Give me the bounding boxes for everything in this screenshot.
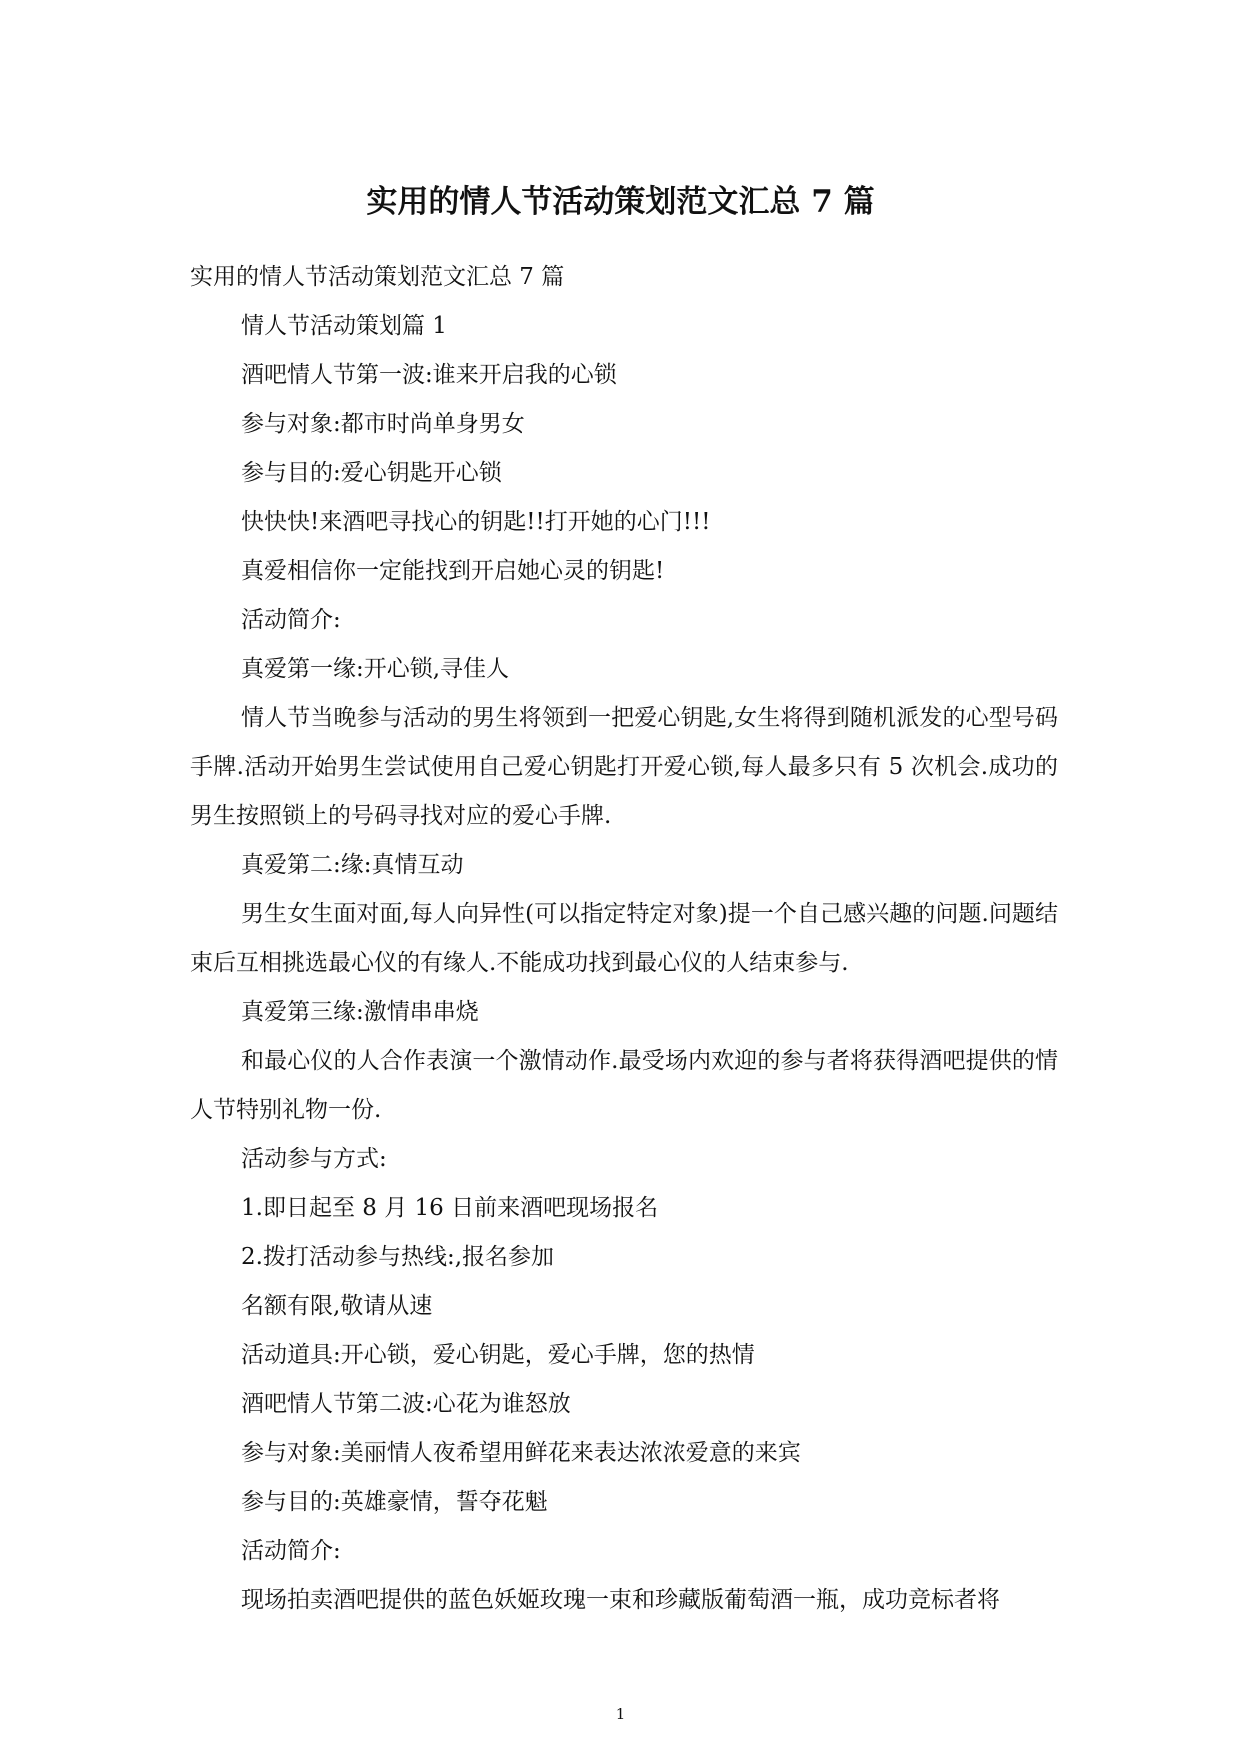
paragraph: 真爱第一缘:开心锁,寻佳人 [241,656,510,682]
paragraph: 参与对象:美丽情人夜希望用鲜花来表达浓浓爱意的来宾 [241,1440,801,1466]
paragraph: 现场拍卖酒吧提供的蓝色妖姬玫瑰一束和珍藏版葡萄酒一瓶，成功竞标者将 [241,1587,1000,1613]
paragraph: 酒吧情人节第二波:心花为谁怒放 [241,1391,571,1417]
paragraph: 活动参与方式: [241,1146,387,1172]
paragraph: 真爱第二:缘:真情互动 [241,852,464,878]
paragraph: 男生女生面对面,每人向异性(可以指定特定对象)提一个自己感兴趣的问题.问题结束后互相挑选最心仪的有缘人.不能成功找到最心仪的人结束参与. [190,901,1058,976]
paragraph: 活动道具:开心锁，爱心钥匙，爱心手牌，您的热情 [241,1342,755,1368]
paragraph: 真爱第三缘:激情串串烧 [241,999,479,1025]
paragraph: 2.拨打活动参与热线:,报名参加 [241,1244,555,1270]
paragraph: 1.即日起至 8 月 16 日前来酒吧现场报名 [241,1195,659,1221]
paragraph: 名额有限,敬请从速 [241,1293,433,1319]
document-title: 实用的情人节活动策划范文汇总 7 篇 [366,184,875,220]
paragraph: 参与目的:英雄豪情，誓夺花魁 [241,1489,548,1515]
page-number: 1 [615,1705,626,1723]
paragraph: 和最心仪的人合作表演一个激情动作.最受场内欢迎的参与者将获得酒吧提供的情人节特别礼物一份. [190,1048,1058,1123]
paragraph: 真爱相信你一定能找到开启她心灵的钥匙! [241,558,665,584]
paragraph: 情人节当晚参与活动的男生将领到一把爱心钥匙,女生将得到随机派发的心型号码手牌.活动开始男生尝试使用自己爱心钥匙打开爱心锁,每人最多只有 5 次机会.成功的男生按照锁上的号码寻找对应的爱心手牌. [190,705,1058,829]
paragraph: 快快快!来酒吧寻找心的钥匙!!打开她的心门!!! [241,509,711,535]
paragraph: 参与目的:爱心钥匙开心锁 [241,460,502,486]
paragraph: 参与对象:都市时尚单身男女 [241,411,525,437]
paragraph: 活动简介: [241,607,341,633]
paragraph: 实用的情人节活动策划范文汇总 7 篇 [190,264,565,290]
document-body [190,253,1058,1625]
paragraph: 情人节活动策划篇 1 [241,313,447,339]
paragraph: 酒吧情人节第一波:谁来开启我的心锁 [241,362,617,388]
paragraph: 活动简介: [241,1538,341,1564]
